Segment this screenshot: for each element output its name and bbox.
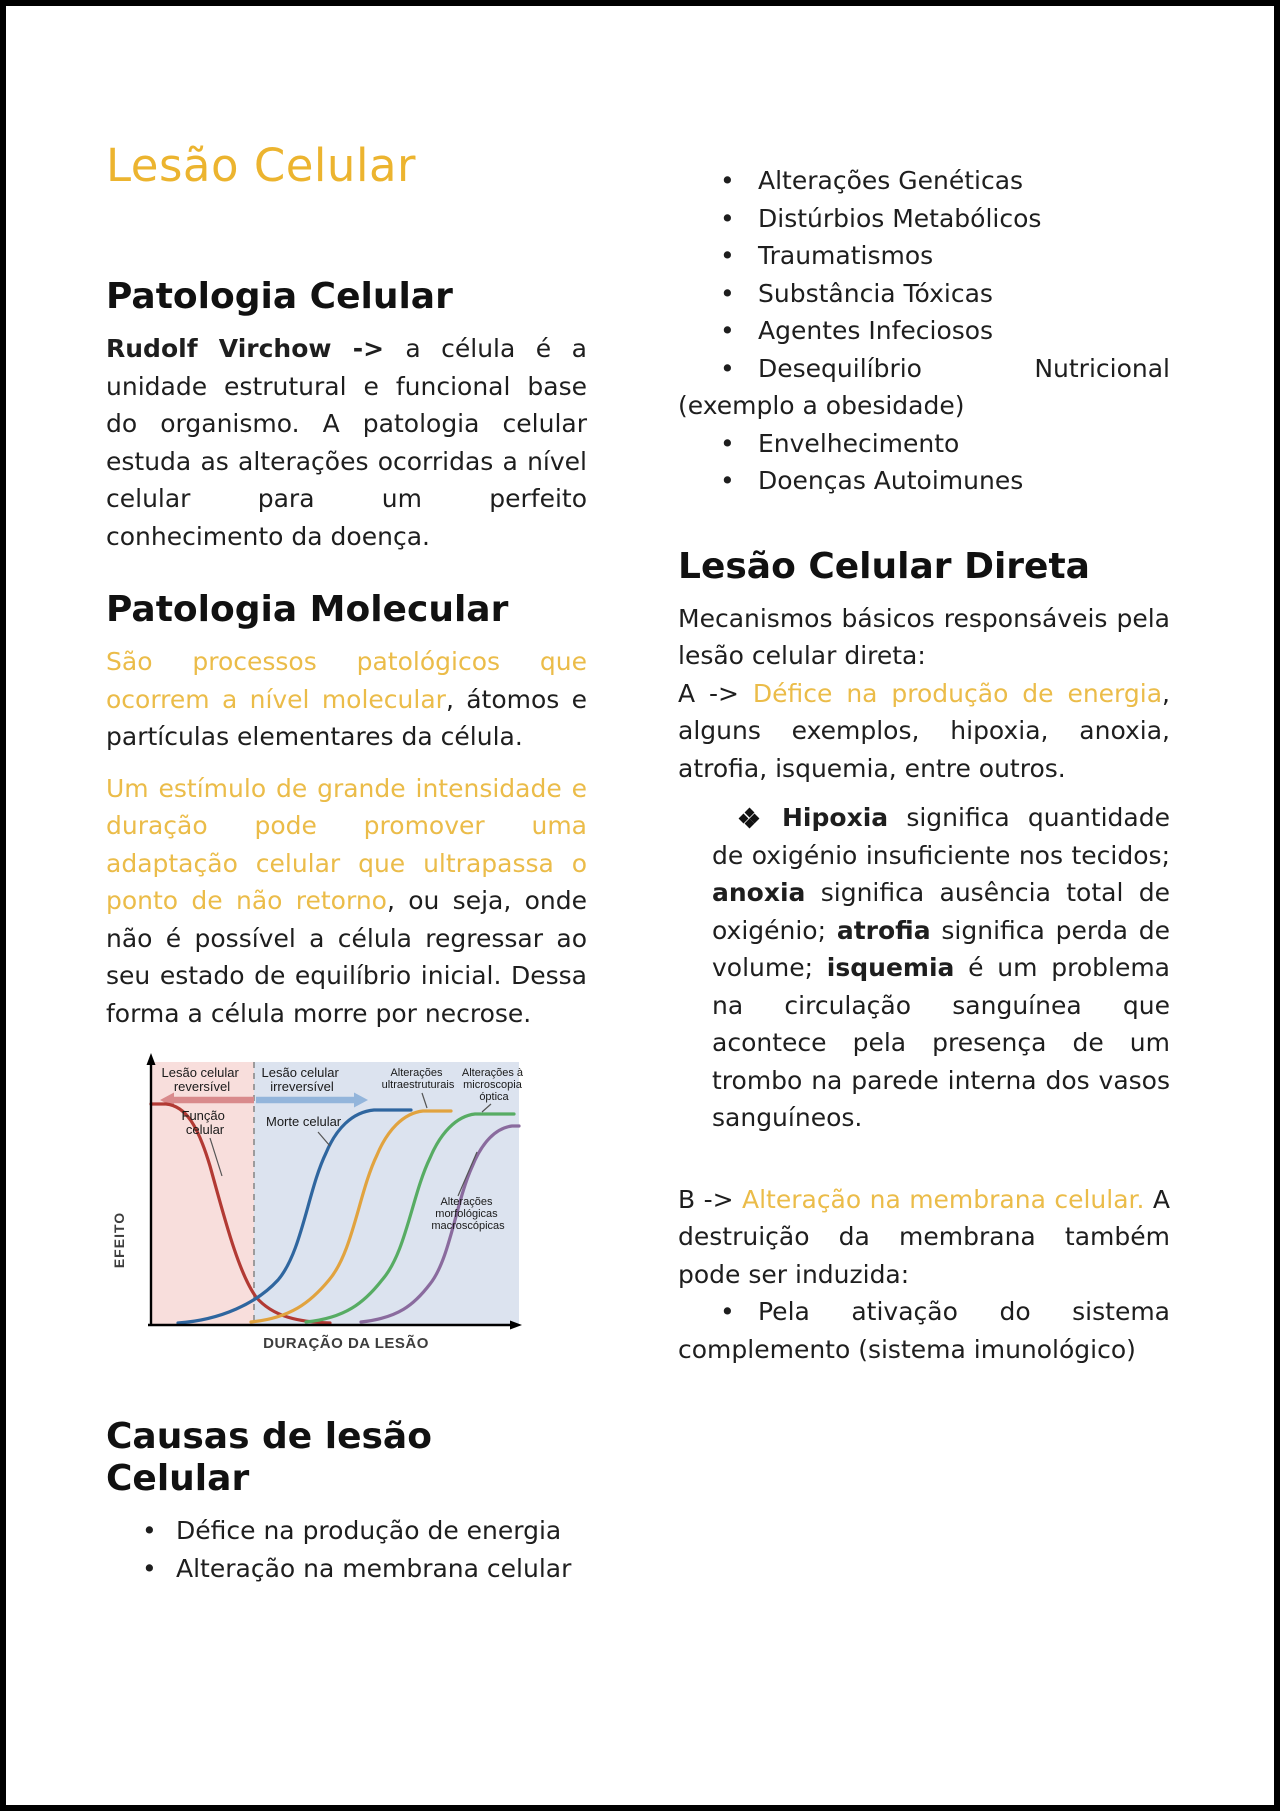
list-item-label: Défice na produção de energia <box>176 1516 562 1545</box>
list-item-label: Desequilíbrio Nutricional (exemplo a obesidade) <box>678 353 1170 420</box>
paragraph-item-a <box>678 675 1170 788</box>
bullet-icon: • <box>720 316 735 345</box>
note-hipoxia <box>712 799 1170 1137</box>
paragraph-molecular-2 <box>106 770 587 1033</box>
bullet-icon: • <box>720 353 735 383</box>
list-item <box>678 237 1170 275</box>
text-run: A -> <box>678 678 753 708</box>
text-run: , ou seja, onde não é possível a célula regressar ao seu estado de equilíbrio inicial. Dessa forma a célula morre por necrose. <box>106 886 587 1028</box>
page-title: Lesão Celular <box>106 139 417 192</box>
bullet-icon: • <box>720 1297 735 1326</box>
bullet-icon: • <box>720 166 735 195</box>
list-item <box>106 1512 587 1550</box>
text-run-highlight: Um estímulo de grande intensidade e duração pode promover uma adaptação celular que ultrapassa o ponto de não retorno <box>106 773 587 915</box>
list-item-label: Doenças Autoimunes <box>758 466 1024 495</box>
text-run: , alguns exemplos, hipoxia, anoxia, atrofia, isquemia, entre outros. <box>678 678 1170 783</box>
text-run-bold: isquemia <box>826 953 955 982</box>
chart-svg <box>106 1050 524 1360</box>
text-run: B -> <box>678 1184 742 1214</box>
text-run-bold: anoxia <box>712 878 806 907</box>
text-run: significa quantidade de oxigénio insuficiente nos tecidos; <box>712 803 1170 870</box>
bullet-icon: • <box>720 428 735 458</box>
list-item-label: Envelhecimento <box>758 428 960 458</box>
bullet-icon: • <box>720 278 735 308</box>
paragraph-item-b <box>678 1181 1170 1294</box>
bullet-icon: • <box>720 203 735 233</box>
list-item-label: Distúrbios Metabólicos <box>758 203 1042 233</box>
list-item-label: Substância Tóxicas <box>758 278 993 308</box>
label-lesao-irreversivel: Lesão celular irreversível <box>261 1065 339 1094</box>
list-item <box>678 462 1170 500</box>
text-run-bold: Rudolf Virchow -> <box>106 334 406 363</box>
list-item-label: Traumatismos <box>758 241 934 270</box>
heading-lesao-direta: Lesão Celular Direta <box>678 545 1090 587</box>
label-lesao-reversivel: Lesão celular reversível <box>161 1065 239 1094</box>
text-run: significa ausência total de oxigénio; <box>712 878 1170 945</box>
text-run-highlight: Défice na produção de energia <box>752 678 1163 708</box>
paragraph-patologia-celular <box>106 330 587 555</box>
list-item <box>678 162 1170 200</box>
y-axis-label: EFEITO <box>111 1211 127 1269</box>
list-item-label: Alterações Genéticas <box>758 166 1024 195</box>
list-item <box>678 275 1170 313</box>
list-item-label: Pela ativação do sistema complemento (sistema imunológico) <box>678 1297 1170 1364</box>
left-column <box>106 138 587 1587</box>
label-alteracoes-morfologicas: Alterações morfológicas macroscópicas <box>431 1196 505 1232</box>
text-run: A destruição da membrana também pode ser induzida: <box>678 1184 1170 1289</box>
list-item <box>678 200 1170 238</box>
bullet-icon: • <box>720 466 735 495</box>
text-run: significa perda de volume; <box>712 915 1170 982</box>
text-run: a célula é a unidade estrutural e funcional base do organismo. A patologia celular estuda as alterações ocorridas a nível celular para um perfeito conhecimento da doença. <box>106 334 587 551</box>
label-funcao-celular: Função celular <box>181 1108 225 1137</box>
x-axis-label: DURAÇÃO DA LESÃO <box>263 1335 429 1352</box>
y-axis-arrow-icon <box>147 1053 156 1065</box>
text-run: é um problema na circulação sanguínea que acontece pela presença de um trombo na parede interna dos vasos sanguíneos. <box>712 953 1170 1132</box>
text-run: , átomos e partículas elementares da célula. <box>106 684 587 751</box>
heading-causas: Causas de lesão Celular <box>106 1416 432 1499</box>
list-item-label: Alteração na membrana celular <box>176 1553 572 1583</box>
right-column <box>678 162 1170 1368</box>
bullet-icon: • <box>142 1516 157 1545</box>
list-item <box>106 1550 587 1588</box>
text-run-highlight: São processos patológicos que ocorrem a nível molecular <box>106 647 587 714</box>
text-run-bold: Hipoxia <box>782 803 889 832</box>
bullet-icon: • <box>720 241 735 270</box>
list-item <box>678 425 1170 463</box>
label-alteracoes-microscopia-optica: Alterações à microscopia óptica <box>461 1067 524 1103</box>
list-item-label: Agentes Infeciosos <box>758 316 994 345</box>
list-item <box>678 350 1170 425</box>
bullet-icon: • <box>142 1553 157 1583</box>
list-item <box>678 312 1170 350</box>
heading-patologia-celular: Patologia Celular <box>106 276 453 317</box>
paragraph-mecanismos: Mecanismos básicos responsáveis pela lesão celular direta: <box>678 603 1170 670</box>
diamond-bullet-icon <box>740 809 758 827</box>
label-morte-celular: Morte celular <box>266 1114 342 1129</box>
paragraph-molecular-1 <box>106 643 587 756</box>
text-run-bold: atrofia <box>836 915 931 945</box>
text-run-highlight: Alteração na membrana celular. <box>741 1184 1145 1214</box>
list-item <box>678 1293 1170 1368</box>
label-alteracoes-ultraestruturais: Alterações ultraestruturais <box>381 1067 455 1091</box>
heading-patologia-molecular: Patologia Molecular <box>106 589 509 630</box>
figure-lesao-celular-chart <box>106 1050 524 1360</box>
